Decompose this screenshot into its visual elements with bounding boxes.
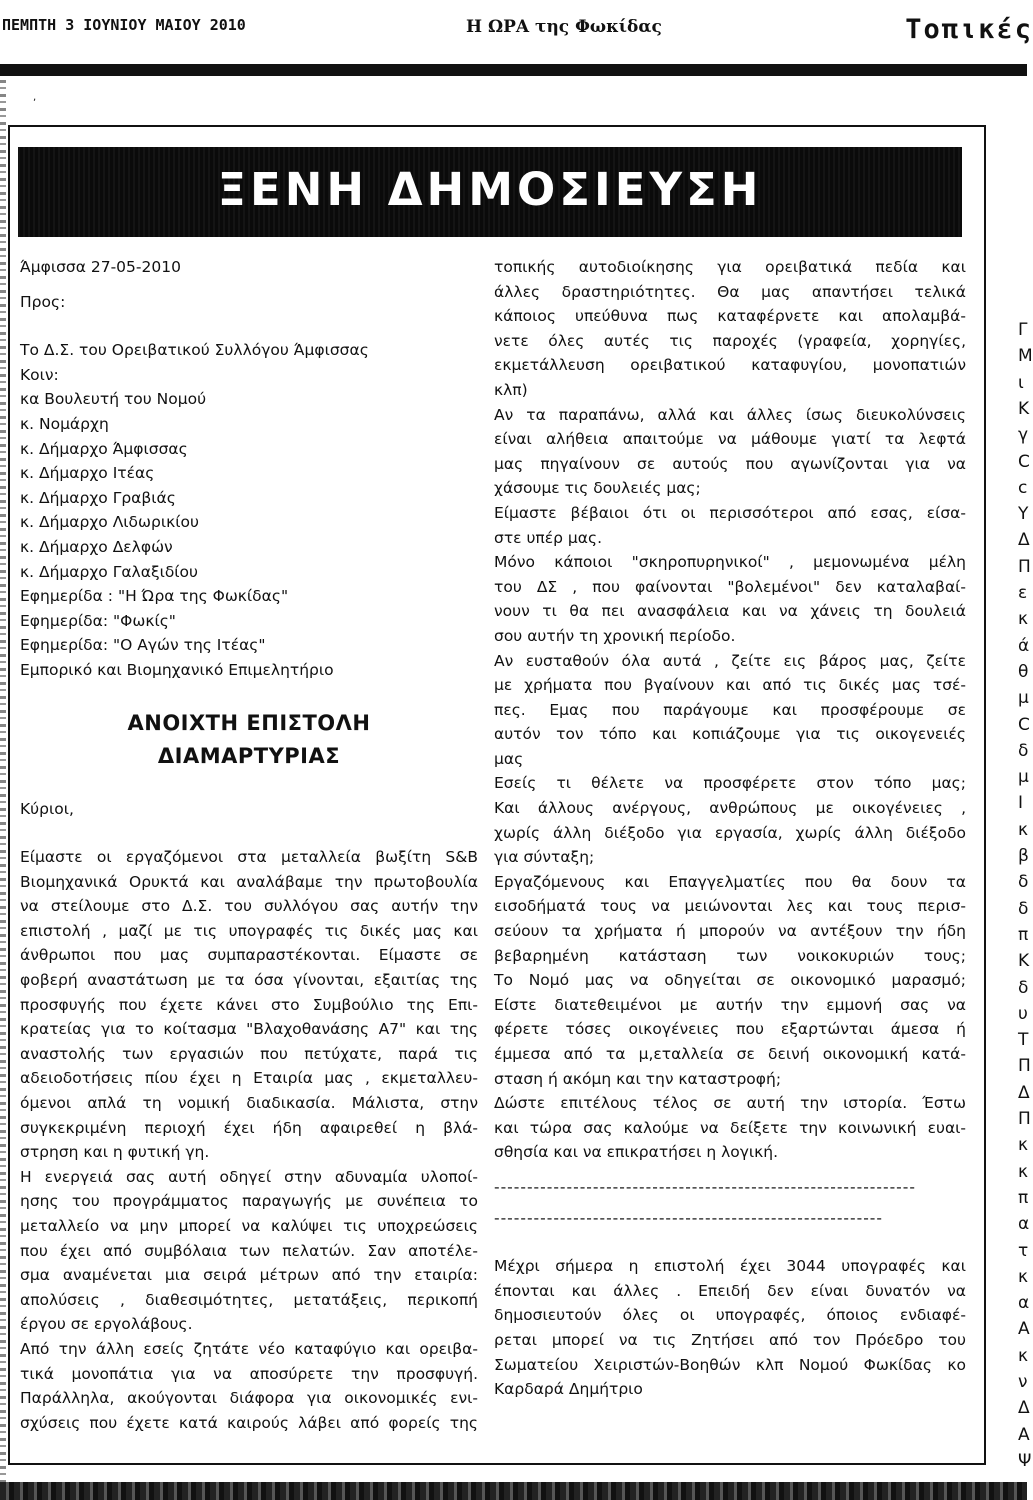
body-line: που έχει από συμβόλαια των πελατών. Σαν αποτέλε- (20, 1241, 478, 1260)
body-line: εκμετάλλευση ορειβατικού καταφυγίου, μονοπατιών (494, 356, 966, 375)
banner-title: ΞΕΝΗ ΔΗΜΟΣΙΕΥΣΗ (217, 163, 763, 216)
fragment-letter: κ (1018, 609, 1029, 630)
masthead (0, 0, 1033, 103)
body-line: έμμεσα από τα μ,εταλλεία σε δεινή οικονομική κατά- (494, 1045, 966, 1063)
salutation: Κύριοι, (20, 799, 74, 818)
fragment-letter: C (1018, 714, 1030, 735)
fragment-letter: Δ (1018, 530, 1030, 551)
fragment-letter: δ (1018, 872, 1029, 893)
body-line: έργου σε εργολάβους. (20, 1315, 193, 1334)
body-line: Είμαστε οι εργαζόμενοι στα μεταλλεία βωξίτη S&B (20, 848, 478, 867)
note-line: Σωματείου Χειριστών-Βοηθών κλπ Νομού Φωκίδας κο (494, 1355, 966, 1374)
issue-date: ΠΕΜΠΤΗ 3 ΙΟΥΝΙΟΥ ΜΑΙΟΥ 2010 (2, 16, 246, 34)
body-line: Βιομηχανικά Ορυκτά και αναλάβαμε την πρωτοβουλία (20, 872, 478, 891)
fragment-letter: κ (1018, 1161, 1029, 1182)
fragment-letter: Δ (1018, 1082, 1030, 1103)
notice-box (8, 125, 986, 1465)
body-line: συγκεκριμένη περιοχή έχει ήδη αφαιρεθεί η βλά- (20, 1118, 478, 1137)
recipient-line: Εφημερίδα: "Φωκίς" (20, 611, 176, 630)
fragment-letter: δ (1018, 898, 1029, 919)
fragment-letter: δ (1018, 740, 1029, 761)
fragment-letter: π (1018, 1187, 1029, 1208)
body-line: Είστε διατεθειμένοι με αυτήν την εμμονή σας να (494, 995, 966, 1014)
body-line: άνθρωποι που μας συμπαραστέκονται. Είμαστε σε (20, 946, 478, 965)
body-line: κάποιος υπεύθυνα πως καταφέρνετε και απολαμβά- (494, 307, 966, 326)
body-line: για σύνταξη; (494, 848, 595, 867)
fragment-letter: C (1018, 451, 1030, 472)
body-line: Από την άλλη εσείς ζητάτε νέο καταφύγιο και ορειβα- (20, 1339, 478, 1358)
note-line: ρεται μπορεί να τις Ζητήσει από τον Πρόεδρο του (494, 1330, 966, 1349)
body-line: χωρίς άλλη διέξοδο για εργασία, χωρίς άλλη διέξοδο (494, 823, 966, 842)
body-line: σου αυτήν τη χρονική περίοδο. (494, 626, 736, 645)
note-line: δημοσιευτούν όλες οι υπογραφές, όποιος ενδιαφέ- (494, 1306, 966, 1325)
fragment-letter: Μ (1018, 346, 1033, 367)
fragment-letter: ε (1018, 583, 1028, 603)
body-line: Αν ευσταθούν όλα αυτά , ζείτε εις βάρος μας, ζείτε (494, 651, 966, 670)
recipient-line: Εμπορικό και Βιομηχανικό Επιμελητήριο (20, 660, 334, 679)
body-line: προσφυγής που έχετε κάνει στο Συμβούλιο της Επι- (20, 995, 478, 1014)
body-line: στε υπέρ μας. (494, 528, 603, 547)
body-line: Παράλληλα, ακούγονται διάφορα για οικονομικές ενι- (20, 1389, 478, 1408)
fragment-letter: ι (1018, 372, 1024, 393)
fragment-letter: γ (1018, 425, 1029, 446)
recipient-line: κ. Δήμαρχο Ιτέας (20, 464, 155, 483)
body-line: μεταλλείο να μην μπορεί να καλύψει τις υποχρεώσεις (20, 1217, 478, 1235)
body-line: τοπικής αυτοδιοίκησης για ορειβατικά πεδία και (494, 258, 966, 276)
fragment-letter: Ψ (1018, 1450, 1032, 1471)
fragment-letter: Γ (1018, 320, 1028, 340)
body-line: Μόνο κάποιοι "σκηροπυρηνικοί" , μεμονωμένα μέλη (494, 553, 966, 572)
body-line: νουν τι θα πει ανασφάλεια και να χάνεις τη δουλειά (494, 602, 966, 621)
body-line: είναι αλήθεια απαιτούμε να μάθουμε γιατί τα λεφτά (494, 430, 966, 449)
body-line: Εργαζόμενους και Επαγγελματίες που θα δουν τα (494, 872, 966, 891)
body-line: πες. Εμας που παράγουμε και προσφέρουμε σε (494, 700, 966, 719)
body-line: σχύσεις που έχετε κατά καιρούς λάβει από φορείς της (20, 1413, 478, 1432)
letter-body-right (494, 255, 966, 1165)
body-line: μας (494, 749, 524, 768)
fragment-letter: Π (1018, 1109, 1031, 1129)
recipient-line: κ. Νομάρχη (20, 414, 109, 433)
recipient-line: κ. Δήμαρχο Δελφών (20, 537, 173, 556)
letter-body-left (20, 845, 478, 1435)
fragment-letter: μ (1018, 767, 1029, 788)
body-line: Αν τα παραπάνω, αλλά και άλλες ίσως διευκολύνσεις (494, 405, 966, 424)
body-line: Το Νομό μας να οδηγείται σε οικονομικό μαρασμό; (494, 971, 966, 990)
adjacent-article-fragment (1000, 100, 1033, 1490)
body-line: σταση ή ακόμη και την καταστροφή; (494, 1069, 782, 1088)
body-line: αναστολής των εργασιών που πετύχατε, παρά τις (20, 1044, 478, 1063)
body-line: νετε όλες αυτές τις παροχές (γραφεία, χορηγίες, (494, 331, 966, 350)
body-line: άλλες δραστηριότητες. Θα μας απαντήσει τελικά (494, 282, 966, 301)
body-line: Είμαστε βέβαιοι ότι οι περισσότεροι από εσας, είσα- (494, 503, 966, 522)
fragment-letter: π (1018, 924, 1029, 945)
fragment-letter: τ (1018, 1240, 1029, 1261)
body-line: επιστολή , μαζί με τις υπογραφές τις δικές μας και (20, 921, 478, 940)
body-line: όμενοι απλά τη νομική διαδικασία. Μάλιστα, στην (20, 1094, 478, 1113)
fragment-letter: β (1018, 846, 1029, 866)
left-column (20, 255, 478, 1435)
body-line: και τώρα σας καλούμε να δείξετε την κοινωνική ευαι- (494, 1118, 966, 1137)
body-line: να στείλουμε στο Δ.Σ. του συλλόγου σας αυτήν την (20, 897, 478, 916)
fragment-letter: ά (1018, 635, 1030, 656)
fragment-letter: Π (1018, 1056, 1031, 1077)
recipient-line: Εφημερίδα: "Ο Αγών της Ιτέας" (20, 636, 266, 655)
recipient-line: κ. Δήμαρχο Γραβιάς (20, 488, 176, 507)
body-line: κλπ) (494, 380, 528, 399)
body-line: αδειοδοτήσεις πίου έχει η Εταιρία μας , εκμεταλλευ- (20, 1069, 478, 1088)
fragment-letter: Δ (1018, 1398, 1030, 1419)
fragment-letter: Α (1018, 1319, 1030, 1340)
body-line: τικά μονοπάτια για να αποσύρετε την προσφυγή. (20, 1364, 478, 1383)
body-line: βεβαρημένη κατάσταση των νοικοκυριών τους; (494, 946, 966, 965)
recipient-line: κ. Δήμαρχο Άμφισσας (20, 439, 188, 458)
fragment-letter: κ (1018, 1135, 1029, 1156)
fragment-letter: Α (1018, 1424, 1030, 1445)
fragment-letter: θ (1018, 661, 1029, 682)
signatures-note (494, 1254, 966, 1402)
recipient-line: Το Δ.Σ. του Ορειβατικού Συλλόγου Άμφισσας (20, 341, 369, 360)
separator-dashes: ---------------------------------------------------------------- (494, 1177, 916, 1196)
body-line: σμα αναμένεται μια σειρά μέτρων από την εταιρία: (20, 1266, 478, 1285)
headline-line-2: ΔΙΑΜΑΡΤΥΡΙΑΣ (157, 743, 341, 768)
section-name: Τοπικές (905, 14, 1033, 45)
recipient-line: κ. Δήμαρχο Λιδωρικίου (20, 513, 199, 532)
body-line: απολύσεις , διαθεσιμότητες, μετατάξεις, περικοπή (20, 1290, 478, 1309)
fragment-letter: c (1018, 477, 1028, 498)
body-line: μας πηγαίνουν σε αυτούς που αγωνίζονται για να (494, 454, 966, 473)
recipient-line: Κοιν: (20, 365, 59, 384)
fragment-letter: δ (1018, 977, 1029, 998)
header-rule (0, 64, 1027, 76)
bottom-edge (0, 1482, 1027, 1500)
body-line: ησης του προγράμματος παραγωγής με συνέπεια το (20, 1192, 478, 1211)
fragment-letter: Τ (1018, 1030, 1029, 1051)
scan-edge (0, 80, 6, 1500)
fragment-letter: κ (1018, 819, 1029, 840)
speck: , (33, 92, 37, 103)
note-line: Καρδαρά Δημήτριο (494, 1380, 643, 1399)
body-line: φέρετε τόσες οικογένειες που εξαρτώνται άμεσα ή (494, 1020, 966, 1039)
fragment-letter: Π (1018, 556, 1031, 577)
body-line: Και άλλους ανέργους, ανθρώπους με οικογένειες , (494, 799, 966, 818)
body-line: Η ενεργειά σας αυτή οδηγεί στην αδυναμία υλοποί- (20, 1167, 478, 1186)
body-line: αυτόν τον τόπο και κοπιάζουμε για τις οικογενειές (494, 725, 966, 744)
body-line: σεύουν τα χρήματα ή μπορούν να αντέξουν την ήδη (494, 922, 966, 941)
banner (18, 147, 962, 237)
fragment-letter: α (1018, 1214, 1030, 1235)
fragment-letter: Κ (1018, 398, 1030, 419)
fragment-letter: μ (1018, 688, 1029, 709)
fragment-letter: Κ (1018, 951, 1030, 972)
separator-dashes: ----------------------------------------------------------- (494, 1208, 883, 1227)
fragment-letter: ν (1018, 1372, 1028, 1392)
newspaper-name: Η ΩΡΑ της Φωκίδας (466, 17, 662, 37)
body-line: χάσουμε τις δουλειές μας; (494, 479, 701, 498)
body-line: του ΔΣ , που φαίνονται "βολεμένοι" δεν καταλαβαί- (494, 577, 966, 596)
recipient-line: κ. Δήμαρχο Γαλαξιδίου (20, 562, 199, 581)
right-column (494, 255, 966, 1402)
fragment-letter: α (1018, 1293, 1030, 1314)
recipient-line: κα Βουλευτή του Νομού (20, 390, 207, 409)
body-line: με χρήματα που βγαίνουν και από τις δικές μας τσέ- (494, 676, 966, 695)
fragment-letter: Υ (1018, 504, 1029, 525)
fragment-letter: υ (1018, 1003, 1028, 1024)
body-line: σθησία και να επικρατήσει η λογική. (494, 1143, 779, 1162)
fragment-letter: κ (1018, 1266, 1029, 1287)
body-line: φοβερή αναστάτωση με τα όσα γίνονται, εξαιτίας της (20, 971, 478, 990)
recipient-line: Εφημερίδα : "Η Ώρα της Φωκίδας" (20, 587, 289, 606)
fragment-letter: Ι (1018, 793, 1024, 814)
body-line: Εσείς τι θέλετε να προσφέρετε στον τόπο μας; (494, 774, 966, 793)
fragment-letter: κ (1018, 1345, 1029, 1366)
body-line: Δώστε επιτέλους τέλος σε αυτή την ιστορία. Έστω (494, 1094, 966, 1113)
body-line: κρατείας για το κοίτασμα "Βλαχοθανάσης Α7" και της (20, 1020, 478, 1039)
headline-line-1: ΑΝΟΙΧΤΗ ΕΠΙΣΤΟΛΗ (127, 710, 371, 735)
note-line: έπονται και άλλες . Επειδή δεν είναι δυνατόν να (494, 1281, 966, 1300)
body-line: εισοδήματά τους να μειώνονται λες και τους περισ- (494, 897, 966, 916)
letter-date: Άμφισσα 27-05-2010 (20, 258, 181, 276)
note-line: Μέχρι σήμερα η επιστολή έχει 3044 υπογραφές και (494, 1257, 966, 1276)
to-label: Προς: (20, 292, 66, 311)
recipient-list (20, 338, 478, 682)
body-line: στρηση και η φυτική γη. (20, 1143, 210, 1162)
